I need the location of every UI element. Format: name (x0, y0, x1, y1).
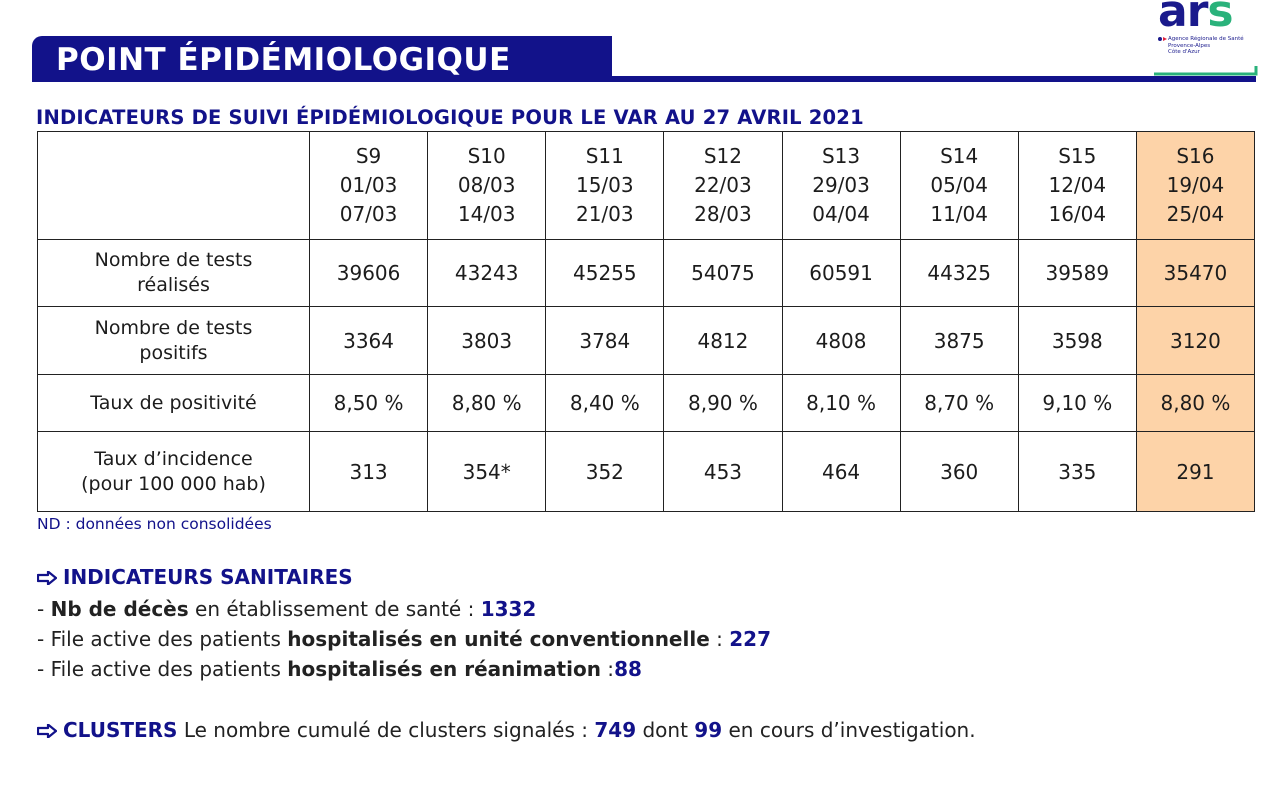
column-header-highlighted: S16 19/04 25/04 (1136, 132, 1254, 240)
table-row (38, 375, 1255, 432)
table-cell: 3784 (546, 307, 664, 375)
table-cell-highlighted: 3120 (1136, 307, 1254, 375)
table-cell-highlighted: 291 (1136, 432, 1254, 512)
icu-hosp-line: - File active des patients hospitalisés en réanimation :88 (37, 657, 642, 681)
ars-logo (1150, 0, 1260, 82)
row-label: Nombre de tests positifs (38, 307, 310, 375)
column-header: S10 08/03 14/03 (428, 132, 546, 240)
table-cell: 60591 (782, 240, 900, 307)
page-title: POINT ÉPIDÉMIOLOGIQUE (56, 42, 511, 78)
empty-corner-cell (38, 132, 310, 240)
table-cell: 8,80 % (428, 375, 546, 432)
table-cell: 335 (1018, 432, 1136, 512)
row-label: Taux de positivité (38, 375, 310, 432)
table-cell: 8,90 % (664, 375, 782, 432)
table-cell: 39606 (310, 240, 428, 307)
table-cell: 54075 (664, 240, 782, 307)
conventional-hosp-line: - File active des patients hospitalisés en unité conventionnelle : 227 (37, 627, 771, 651)
table-cell: 44325 (900, 240, 1018, 307)
table-row (38, 432, 1255, 512)
table-cell: 453 (664, 432, 782, 512)
logo-wordmark: ars (1158, 0, 1233, 37)
column-header: S11 15/03 21/03 (546, 132, 664, 240)
column-header: S13 29/03 04/04 (782, 132, 900, 240)
table-cell: 8,40 % (546, 375, 664, 432)
table-cell: 313 (310, 432, 428, 512)
table-cell: 9,10 % (1018, 375, 1136, 432)
table-cell: 39589 (1018, 240, 1136, 307)
table-cell-highlighted: 35470 (1136, 240, 1254, 307)
table-cell: 3598 (1018, 307, 1136, 375)
table-cell: 8,50 % (310, 375, 428, 432)
table-header-row (38, 132, 1255, 240)
table-cell: 3803 (428, 307, 546, 375)
column-header: S12 22/03 28/03 (664, 132, 782, 240)
row-label: Taux d’incidence (pour 100 000 hab) (38, 432, 310, 512)
table-cell: 4812 (664, 307, 782, 375)
table-cell: 3875 (900, 307, 1018, 375)
sanitaires-heading: INDICATEURS SANITAIRES (37, 565, 353, 589)
logo-caption: Agence Régionale de Santé Provence-Alpes Côte d'Azur (1168, 36, 1244, 55)
table-row (38, 307, 1255, 375)
deaths-line: - Nb de décès en établissement de santé : 1332 (37, 597, 537, 621)
table-cell: 8,10 % (782, 375, 900, 432)
logo-underline (1150, 0, 1260, 82)
table-row (38, 240, 1255, 307)
table-cell: 4808 (782, 307, 900, 375)
table-cell: 8,70 % (900, 375, 1018, 432)
table-cell: 360 (900, 432, 1018, 512)
table-cell: 464 (782, 432, 900, 512)
row-label: Nombre de tests réalisés (38, 240, 310, 307)
table-cell-highlighted: 8,80 % (1136, 375, 1254, 432)
clusters-line: CLUSTERS Le nombre cumulé de clusters signalés : 749 dont 99 en cours d’investigation. (37, 718, 976, 742)
column-header: S9 01/03 07/03 (310, 132, 428, 240)
column-header: S14 05/04 11/04 (900, 132, 1018, 240)
footnote: ND : données non consolidées (37, 515, 272, 533)
table-cell: 43243 (428, 240, 546, 307)
indicators-table (37, 131, 1255, 512)
column-header: S15 12/04 16/04 (1018, 132, 1136, 240)
arrow-right-icon (37, 571, 57, 585)
table-cell: 45255 (546, 240, 664, 307)
table-cell: 3364 (310, 307, 428, 375)
section-subtitle: INDICATEURS DE SUIVI ÉPIDÉMIOLOGIQUE POUR LE VAR AU 27 AVRIL 2021 (36, 106, 864, 129)
table-cell: 354* (428, 432, 546, 512)
table-cell: 352 (546, 432, 664, 512)
arrow-right-icon (37, 724, 57, 738)
